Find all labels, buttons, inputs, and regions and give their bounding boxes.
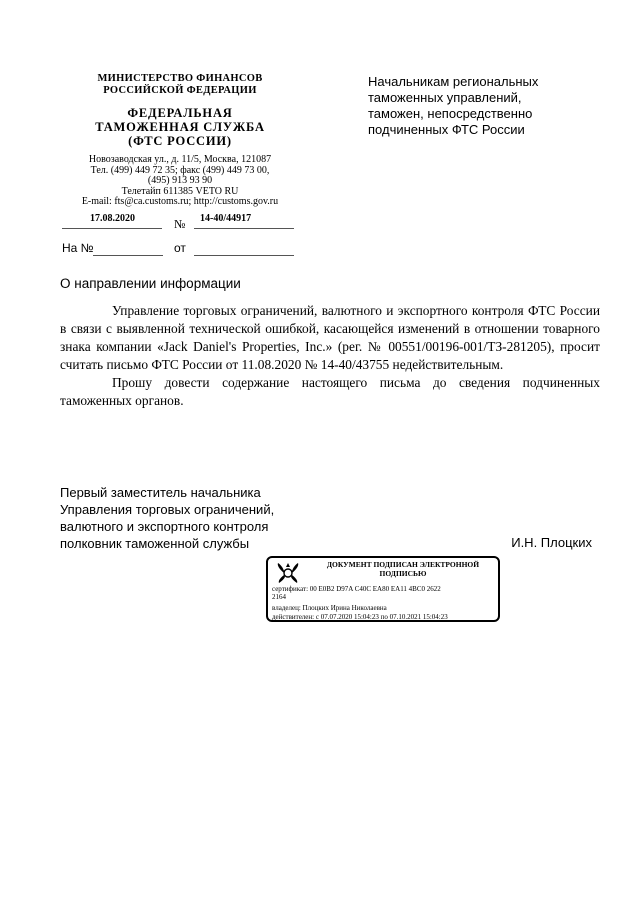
- service-name: ФЕДЕРАЛЬНАЯ ТАМОЖЕННАЯ СЛУЖБА (ФТС РОССИИ): [95, 106, 265, 148]
- stamp-certificate-cont: 2164: [272, 593, 286, 601]
- document-number: 14-40/44917: [200, 213, 252, 224]
- body-paragraph: Прошу довести содержание настоящего письма до сведения подчиненных таможенных органов.: [60, 375, 600, 408]
- ministry-name: МИНИСТЕРСТВО ФИНАНСОВ РОССИЙСКОЙ ФЕДЕРАЦИИ: [97, 73, 263, 96]
- number-underline: [194, 228, 294, 229]
- ref-from-label: от: [174, 241, 186, 255]
- e-signature-stamp: [266, 556, 500, 622]
- ref-from-underline: [194, 255, 294, 256]
- signatory-position: Первый заместитель начальника Управления торговых ограничений, валютного и экспортного контроля полковник таможенной службы: [60, 485, 275, 551]
- ref-number-underline: [93, 255, 163, 256]
- signatory-name: И.Н. Плоцких: [511, 535, 592, 550]
- letter-body: [60, 302, 600, 410]
- stamp-validity: действителен: с 07.07.2020 15:04:23 по 07.10.2021 15:04:23: [272, 613, 448, 621]
- emblem-icon: [274, 561, 302, 585]
- date-underline: [62, 228, 162, 229]
- body-paragraph: Управление торговых ограничений, валютного и экспортного контроля ФТС России в связи с выявленной технической ошибкой, касающейся изменений в отношении товарного знака компании «Jack Daniel's Properties, Inc.» (рег. № 00551/00196-001/ТЗ-281205), просит считать письмо ФТС России от 11.08.2020 № 14-40/43755 недействительным.: [60, 303, 600, 372]
- ref-number-label: На №: [62, 241, 94, 255]
- recipient-block: Начальникам региональных таможенных управлений, таможен, непосредственно подчиненных ФТС России: [368, 74, 539, 137]
- number-sign: №: [174, 217, 186, 231]
- stamp-owner: владелец: Плоцких Ирина Николаевна: [272, 604, 387, 612]
- document-date: 17.08.2020: [90, 213, 135, 224]
- address-block: Новозаводская ул., д. 11/5, Москва, 121087 Тел. (499) 449 72 35; факс (499) 449 73 00, (495) 913 93 90 Телетайп 611385 VETO RU E-mail: fts@ca.customs.ru; http://customs.gov.ru: [81, 154, 279, 207]
- subject-line: О направлении информации: [60, 276, 241, 291]
- stamp-certificate: сертификат: 00 E0B2 D97A C40C EA80 EA11 4BC0 2622: [272, 585, 441, 593]
- stamp-title: ДОКУМЕНТ ПОДПИСАН ЭЛЕКТРОННОЙ ПОДПИСЬЮ: [326, 560, 480, 578]
